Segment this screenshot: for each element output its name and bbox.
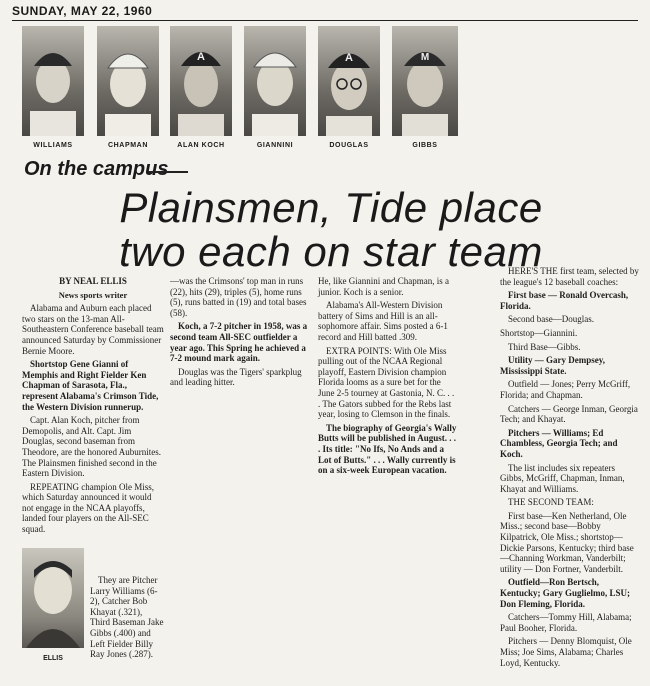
paragraph: Catchers—Tommy Hill, Alabama; Paul Booher, Florida. bbox=[500, 612, 632, 633]
paragraph: Pitchers — Denny Blomquist, Ole Miss; Joe Sims, Alabama; Charles Loyd, Kentucky. bbox=[500, 636, 632, 668]
caption-douglas: DOUGLAS bbox=[329, 142, 369, 149]
photo-alan-koch bbox=[170, 26, 232, 136]
caption-williams: WILLIAMS bbox=[33, 142, 73, 149]
svg-text:A: A bbox=[197, 51, 205, 63]
paragraph: Outfield—Ron Bertsch, Kentucky; Gary Guglielmo, LSU; Don Fleming, Florida. bbox=[500, 577, 630, 609]
paragraph: —was the Crimsons' top man in runs (22), hits (29), triples (5), home runs (5), runs batted in (19) and total bases (58). bbox=[170, 276, 307, 318]
caption-chapman: CHAPMAN bbox=[108, 142, 148, 149]
paragraph: Catchers — George Inman, Georgia Tech; and Khayat. bbox=[500, 403, 638, 425]
paragraph: Outfield — Jones; Perry McGriff, Florida; and Chapman. bbox=[500, 379, 631, 400]
kicker-rule bbox=[148, 171, 188, 173]
paragraph: Utility — Gary Dempsey, Mississippi State. bbox=[500, 355, 605, 376]
player-portrait-icon bbox=[22, 26, 84, 136]
ellis-photo bbox=[22, 548, 84, 648]
caption-giannini: GIANNINI bbox=[256, 142, 294, 149]
column-3 bbox=[318, 276, 458, 479]
headline-line-2: two each on star team bbox=[119, 228, 543, 275]
paragraph: Shortstop Gene Gianni of Memphis and Right Fielder Ken Chapman of Sarasota, Fla., represent Alabama's Crimson Tide, the Western Division runnerup. bbox=[22, 359, 159, 412]
paragraph: The list includes six repeaters Gibbs, McGriff, Chapman, Inman, Khayat and Williams. bbox=[500, 462, 625, 494]
column-2 bbox=[170, 276, 312, 391]
paragraph: EXTRA POINTS: With Ole Miss pulling out of the NCAA Regional playoff, Eastern Division champion Florida looms as a sure bet for the June 2-5 tourney at Gastonia, N. C. . . . The Gators subbed for the Rebs last year, losing to Clemson in the finals. bbox=[318, 345, 455, 420]
player-portrait-icon bbox=[97, 26, 159, 136]
column-1-continued bbox=[90, 575, 164, 663]
caption-gibbs: GIBBS bbox=[412, 142, 438, 149]
svg-text:M: M bbox=[420, 52, 430, 63]
paragraph: First base—Ken Netherland, Ole Miss.; second base—Bobby Kilpatrick, Ole Miss.; shortstop—Dickie Parsons, Kentucky; third base—Channing Workman, Vanderbilt; utility — Don Fortner, Vanderbilt. bbox=[500, 510, 634, 574]
paragraph: First base — Ronald Overcash, Florida. bbox=[500, 290, 629, 311]
player-portrait-icon bbox=[170, 26, 232, 136]
paragraph: The biography of Georgia's Wally Butts will be published in August. . . . Its title: "No Ifs, No Ands and a Lot of Butts." . . . Wally currently is on a six-week European vacation. bbox=[318, 422, 457, 476]
paragraph: Douglas was the Tigers' sparkplug and leading hitter. bbox=[170, 366, 302, 388]
photo-chapman bbox=[97, 26, 159, 136]
paragraph: THE SECOND TEAM: bbox=[508, 497, 594, 508]
kicker: On the campus bbox=[24, 158, 169, 180]
column-4 bbox=[500, 266, 640, 671]
photo-williams bbox=[22, 26, 84, 136]
paragraph: HERE'S THE first team, selected by the league's 12 baseball coaches: bbox=[500, 266, 639, 287]
photo-giannini bbox=[244, 26, 306, 136]
paragraph: Shortstop—Giannini. bbox=[500, 327, 578, 338]
paragraph: Capt. Alan Koch, pitcher from Demopolis, and Alt. Capt. Jim Douglas, second baseman from Theodore, are the honored Auburnites. The Plainsmen finished second in the Eastern Division. bbox=[22, 415, 161, 479]
player-portrait-icon bbox=[244, 26, 306, 136]
paragraph: He, like Giannini and Chapman, is a junior. Koch is a senior. bbox=[318, 276, 449, 297]
caption-alan-koch: ALAN KOCH bbox=[177, 142, 225, 149]
photo-gibbs bbox=[392, 26, 458, 136]
headline-line-1: Plainsmen, Tide place bbox=[119, 184, 543, 231]
player-portrait-icon bbox=[392, 26, 458, 136]
byline-title: News sports writer bbox=[58, 289, 128, 300]
paragraph: Pitchers — Williams; Ed Chambless, Georgia Tech; and Koch. bbox=[500, 427, 618, 459]
column-1 bbox=[22, 276, 164, 538]
paragraph: Koch, a 7-2 pitcher in 1958, was a second team All-SEC outfielder a year ago. This Spring he achieved a 7-2 mound mark again. bbox=[170, 321, 308, 364]
ellis-caption: ELLIS bbox=[43, 655, 63, 662]
dateline: SUNDAY, MAY 22, 1960 bbox=[12, 4, 153, 18]
top-rule bbox=[12, 20, 638, 21]
paragraph: Alabama's All-Western Division battery of Sims and Hill is an all-sophomore affair. Sims posted a 6-1 record and Hill batted .309. bbox=[318, 300, 448, 342]
paragraph: Third Base—Gibbs. bbox=[508, 341, 581, 352]
paragraph: They are Pitcher Larry Williams (6-2), Catcher Bob Khayat (.321), Third Baseman Jake Gibbs (.400) and Left Fielder Billy Ray Jones (.287). bbox=[90, 575, 164, 660]
author-portrait-icon bbox=[22, 548, 84, 648]
svg-text:A: A bbox=[345, 52, 353, 64]
photo-douglas bbox=[318, 26, 380, 136]
byline: BY NEAL ELLIS bbox=[59, 276, 127, 286]
player-portrait-icon bbox=[318, 26, 380, 136]
paragraph: Alabama and Auburn each placed two stars on the 13-man All-Southeastern Conference baseball team announced Saturday by Commissioner Bernie Moore. bbox=[22, 303, 164, 356]
paragraph: REPEATING champion Ole Miss, which Saturday announced it would not engage in the NCAA playoffs, landed four players on the All-SEC squad. bbox=[22, 481, 154, 535]
paragraph: Second base—Douglas. bbox=[508, 314, 594, 325]
